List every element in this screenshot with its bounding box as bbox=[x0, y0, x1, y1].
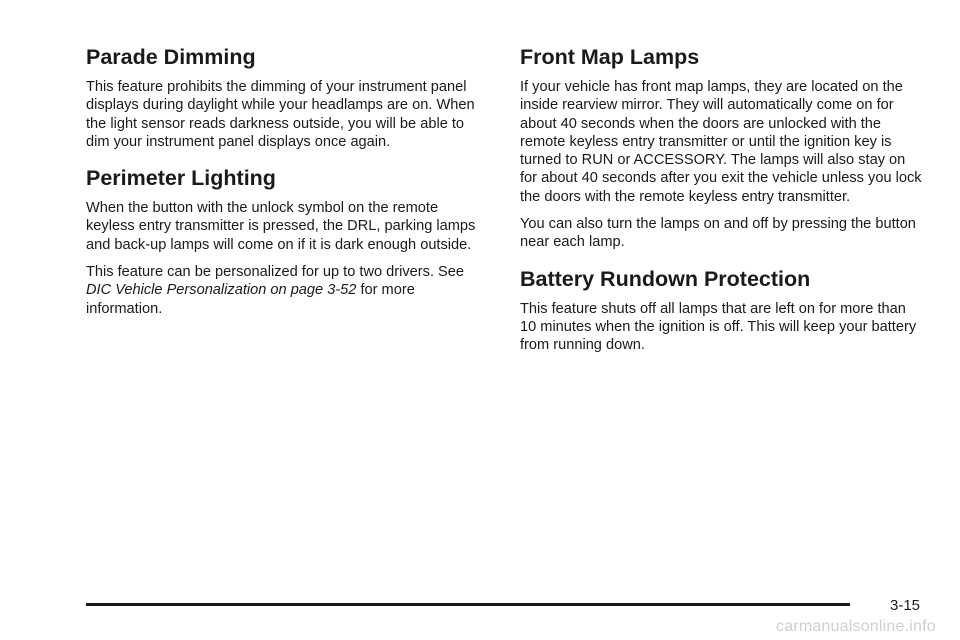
battery-rundown-heading: Battery Rundown Protection bbox=[520, 266, 811, 291]
right-column bbox=[520, 44, 924, 364]
perimeter-lighting-body-2 bbox=[86, 263, 482, 318]
perimeter-lighting-section bbox=[86, 165, 482, 318]
front-map-lamps-section bbox=[520, 44, 924, 252]
battery-rundown-body: This feature shuts off all lamps that are left on for more than 10 minutes when the ignition is off. This will keep your battery from running down. bbox=[520, 300, 917, 354]
perimeter-lighting-body: When the button with the unlock symbol on the remote keyless entry transmitter is pressed, the DRL, parking lamps and back-up lamps will come on if it is dark enough outside. bbox=[86, 200, 476, 253]
page-number: 3-15 bbox=[890, 597, 921, 614]
perimeter-lighting-heading: Perimeter Lighting bbox=[86, 166, 276, 191]
front-map-lamps-body-2: You can also turn the lamps on and off by pressing the button near each lamp. bbox=[520, 216, 916, 251]
parade-dimming-heading: Parade Dimming bbox=[86, 45, 256, 69]
personalization-text-post: for more information. bbox=[86, 282, 415, 317]
watermark: carmanualsonline.info bbox=[776, 618, 936, 635]
parade-dimming-body: This feature prohibits the dimming of your instrument panel displays during daylight while your headlamps are on. When the light sensor reads darkness outside, you will be able to dim your instrument panel displays once again. bbox=[86, 79, 475, 150]
parade-dimming-section bbox=[86, 44, 482, 151]
front-map-lamps-heading: Front Map Lamps bbox=[520, 45, 700, 69]
battery-rundown-section bbox=[520, 266, 924, 355]
dic-personalization-link[interactable]: DIC Vehicle Personalization on page 3-52 bbox=[86, 282, 357, 299]
personalization-text-pre: This feature can be personalized for up to two drivers. See bbox=[86, 264, 465, 281]
footer-rule bbox=[86, 603, 850, 606]
front-map-lamps-body: If your vehicle has front map lamps, they are located on the inside rearview mirror. They will automatically come on for about 40 seconds when the doors are unlocked with the remote keyless entry transmitter or until the ignition key is turned to RUN or ACCESSORY. The lamps will also stay on for about 40 seconds after you exit the vehicle unless you lock the doors with the remote keyless entry transmitter. bbox=[520, 79, 922, 205]
left-column bbox=[86, 44, 482, 327]
